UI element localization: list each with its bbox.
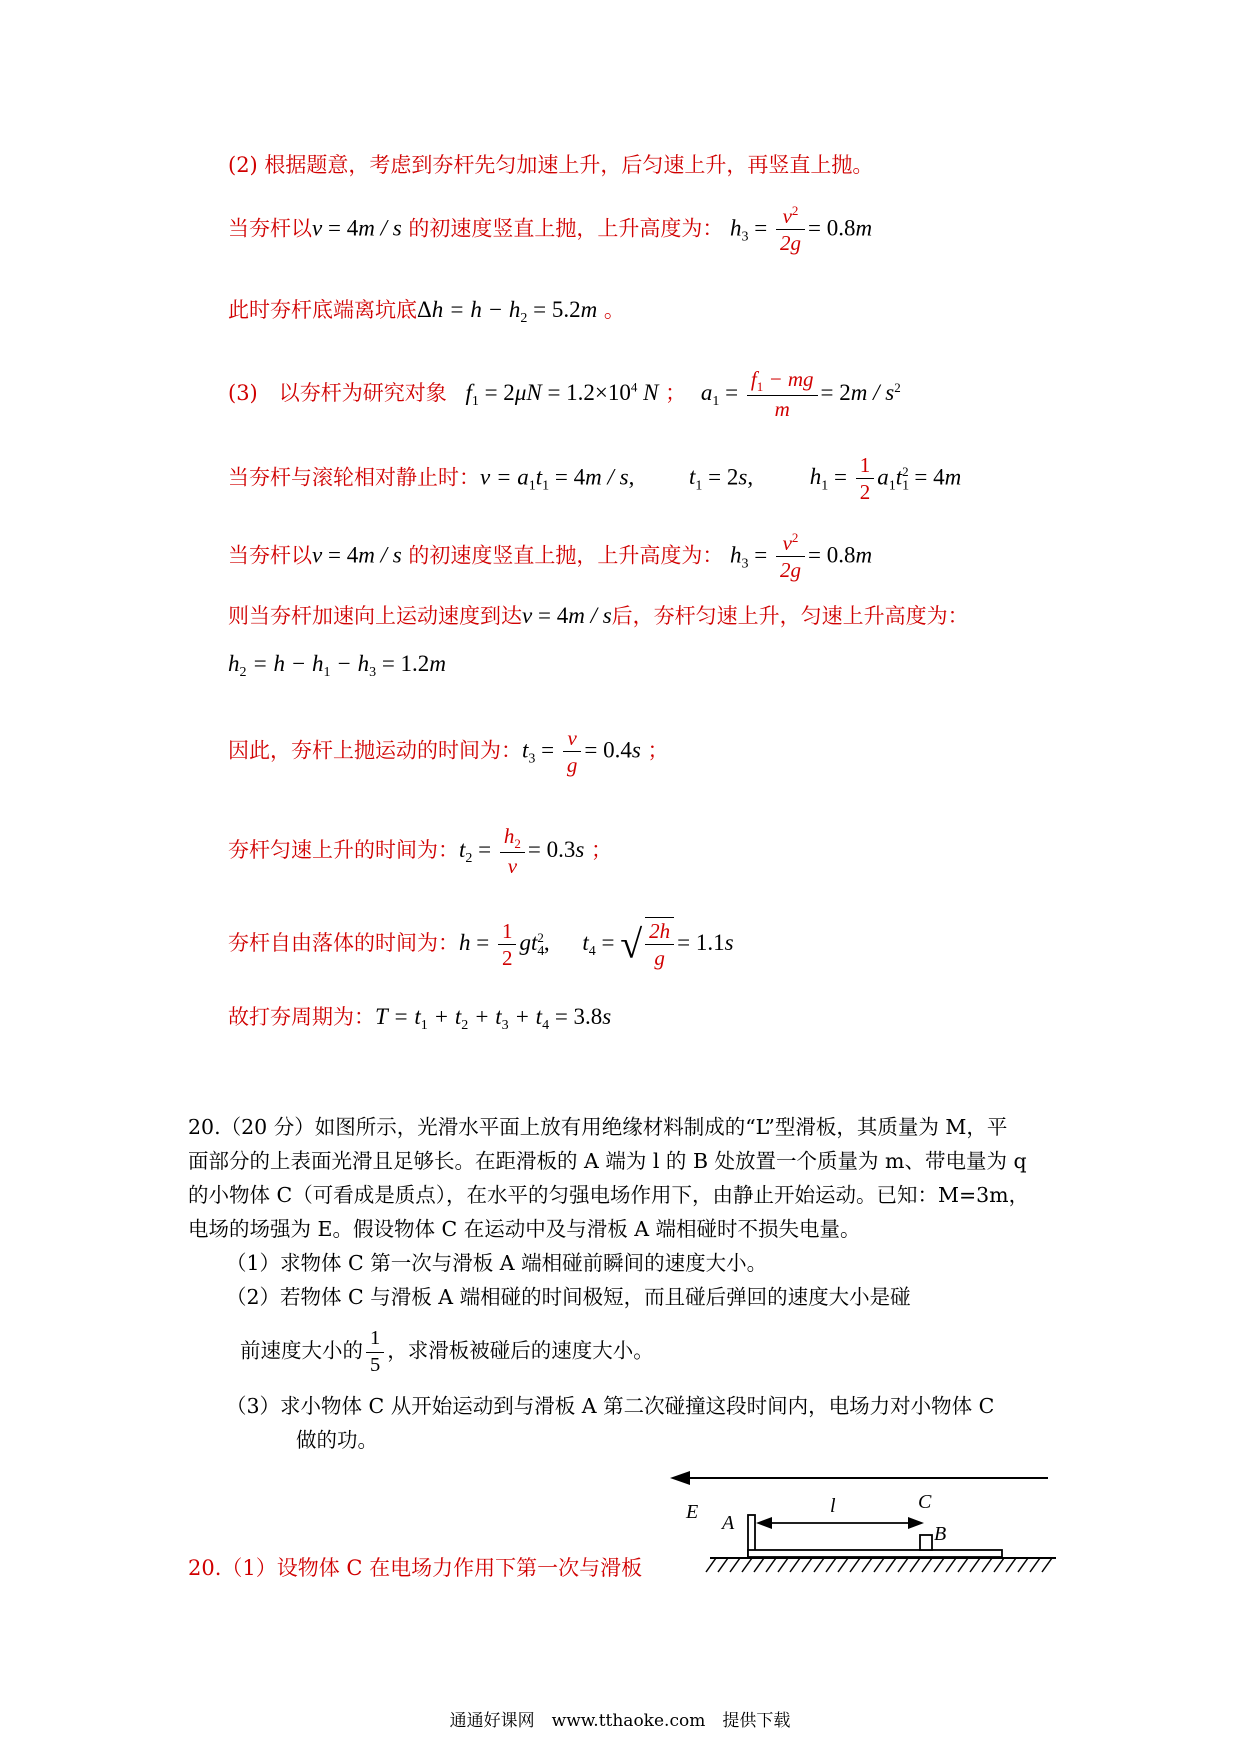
solution-line-static: 当夯杆与滚轮相对静止时：$v = a_1t_1 = 4m / s$, $t_1 = 2s$, $h_1$ = $\frac{1}{2}$ $a_1t_1^2 = 4m$ xyxy=(228,453,962,505)
solution-line-t4: 夯杆自由落体的时间为：h = $\frac{1}{2}$ $gt_4^2$, $t_4$ = √ $\frac{2h}{g}$ = 1.1s xyxy=(228,918,734,971)
label-B: B xyxy=(934,1523,947,1545)
problem-20-statement xyxy=(188,1110,1068,1314)
problem-20-question-2a: （2）若物体 C 与滑板 A 端相碰的时间极短，而且碰后弹回的速度大小是碰 xyxy=(226,1285,911,1309)
label-E: E xyxy=(686,1501,699,1523)
distance-arrow-left xyxy=(756,1517,772,1529)
problem-20-question-3 xyxy=(226,1389,1106,1457)
label-C: C xyxy=(918,1491,932,1513)
solution-line-bottom-distance: 此时夯杆底端离坑底$\Delta h = h - h_2 = 5.2m$ 。 xyxy=(228,297,625,327)
solution-line-t2: 夯杆匀速上升的时间为：$t_2$ = $\frac{h_2}{v}$ = 0.3s ； xyxy=(228,824,612,879)
footer: 通通好课网 www.tthaoke.com 提供下载 xyxy=(449,1711,791,1731)
solution-line-2-intro: (2) 根据题意，考虑到夯杆先匀加速上升，后匀速上升，再竖直上抛。 xyxy=(228,153,874,177)
solution-line-throw-height: 当夯杆以v = 4m / s 的初速度竖直上抛，上升高度为： $h_3$ = $\frac{v^2}{2g}$ = 0.8m xyxy=(228,203,873,256)
block-C xyxy=(920,1535,932,1550)
solution-line-period: 故打夯周期为：$T = t_1 + t_2 + t_3 + t_4 = 3.8s$ xyxy=(228,1004,612,1034)
problem-20-line-3: 的小物体 C（可看成是质点），在水平的匀强电场作用下，由静止开始运动。已知：M=3m， xyxy=(188,1183,1030,1207)
problem-20-line-1: 20.（20 分）如图所示，光滑水平面上放有用绝缘材料制成的“L”型滑板，其质量为 M，平 xyxy=(188,1115,1008,1139)
problem-20-question-3a: （3）求小物体 C 从开始运动到与滑板 A 第二次碰撞这段时间内，电场力对小物体 C xyxy=(226,1394,995,1418)
slider-base xyxy=(748,1550,1002,1557)
solution-line-t3: 因此，夯杆上抛运动的时间为：$t_3$ = $\frac{v}{g}$ = 0.4s ； xyxy=(228,726,669,778)
distance-arrow-right xyxy=(908,1517,924,1529)
ground-hatching xyxy=(706,1558,1052,1572)
solution-line-3-object: (3) 以夯杆为研究对象 $f_1 = 2\mu N = 1.2\times 10^4$ N ； $a_1$ = $\frac{f_1 - mg}{m}$ = $2m / s^2$ xyxy=(228,367,901,422)
label-l: l xyxy=(830,1495,836,1517)
problem-20-line-4: 电场的场强为 E。假设物体 C 在运动中及与滑板 A 端相碰时不损失电量。 xyxy=(188,1217,861,1241)
field-arrow-head xyxy=(670,1471,690,1485)
label-A: A xyxy=(722,1512,735,1534)
problem-20-question-3b: 做的功。 xyxy=(296,1428,378,1452)
slider-diagram xyxy=(670,1460,1070,1590)
solution-line-h2: $h_2 = h - h_1 - h_3 = 1.2m$ xyxy=(228,651,446,681)
problem-20-question-1: （1）求物体 C 第一次与滑板 A 端相碰前瞬间的速度大小。 xyxy=(226,1251,768,1275)
problem-20-question-2b: 前速度大小的 $\frac{1}{5}$ ，求滑板被碰后的速度大小。 xyxy=(240,1327,654,1376)
solution-line-throw-height-2: 当夯杆以v = 4m / s 的初速度竖直上抛，上升高度为： $h_3$ = $\frac{v^2}{2g}$ = 0.8m xyxy=(228,530,873,583)
solution-line-uniform-rise: 则当夯杆加速向上运动速度到达v = 4m / s后，夯杆匀速上升，匀速上升高度为： xyxy=(228,603,969,628)
problem-20-line-2: 面部分的上表面光滑且足够长。在距滑板的 A 端为 l 的 B 处放置一个质量为 m、带电量为 q xyxy=(188,1149,1027,1173)
problem-20-answer-start: 20.（1）设物体 C 在电场力作用下第一次与滑板 xyxy=(188,1556,643,1580)
